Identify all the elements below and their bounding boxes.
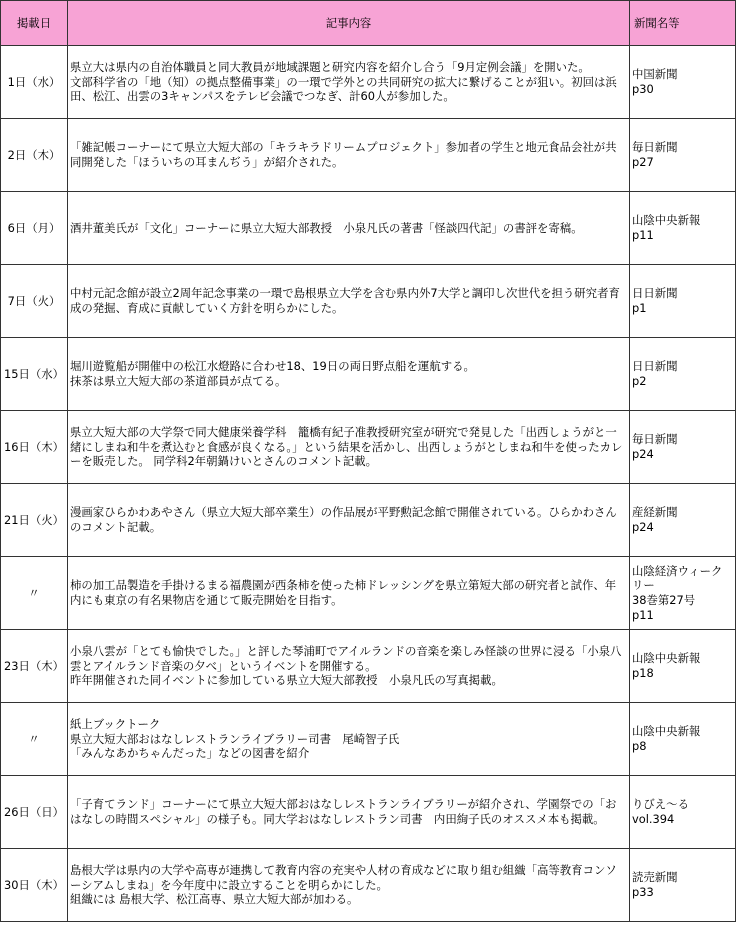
paper-column-header: 新聞名等 — [630, 1, 736, 46]
content-cell: 紙上ブックトーク 県立大短大部おはなしレストランライブラリー司書 尾崎智子氏 「みんなあかちゃんだった」などの図書を紹介 — [68, 703, 630, 776]
date-cell: 〃 — [1, 703, 68, 776]
date-column-header: 掲載日 — [1, 1, 68, 46]
paper-cell: 日日新聞 p1 — [630, 265, 736, 338]
date-cell: 21日（火） — [1, 484, 68, 557]
table-row — [1, 119, 736, 192]
content-cell: 小泉八雲が「とても愉快でした。」と評した琴浦町でアイルランドの音楽を楽しみ怪談の世界に浸る「小泉八雲とアイルランド音楽の夕べ」というイベントを開催する。 昨年開催された同イベントに参加している県立大短大部教授 小泉凡氏の写真掲載。 — [68, 630, 630, 703]
paper-cell: 日日新聞 p2 — [630, 338, 736, 411]
table-row — [1, 557, 736, 630]
table-row — [1, 703, 736, 776]
content-cell: 柿の加工品製造を手掛けるまる福農園が西条柿を使った柿ドレッシングを県立第短大部の研究者と試作、年内にも東京の有名果物店を通じて販売開始を目指す。 — [68, 557, 630, 630]
table-row — [1, 265, 736, 338]
content-cell: 酒井董美氏が「文化」コーナーに県立大短大部教授 小泉凡氏の著書「怪談四代記」の書評を寄稿。 — [68, 192, 630, 265]
date-cell: 6日（月） — [1, 192, 68, 265]
paper-cell: 山陰経済ウィークリー 38巻第27号 p11 — [630, 557, 736, 630]
content-cell: 県立大は県内の自治体職員と同大教員が地域課題と研究内容を紹介し合う「9月定例会議」を開いた。 文部科学省の「地（知）の拠点整備事業」の一環で学外との共同研究の拡大に繋げることが狙い。初回は浜田、松江、出雲の3キャンパスをテレビ会議でつなぎ、計60人が参加した。 — [68, 46, 630, 119]
paper-cell: 読売新聞 p33 — [630, 849, 736, 922]
content-cell: 「雑記帳コーナーにて県立大短大部の「キラキラドリームプロジェクト」参加者の学生と地元食品会社が共同開発した「ほういちの耳まんぢう」が紹介された。 — [68, 119, 630, 192]
content-cell: 堀川遊覧船が開催中の松江水燈路に合わせ18、19日の両日野点船を運航する。 抹茶は県立大短大部の茶道部員が点てる。 — [68, 338, 630, 411]
table-row — [1, 776, 736, 849]
table-row — [1, 484, 736, 557]
date-cell: 16日（木） — [1, 411, 68, 484]
paper-cell: 山陰中央新報 p18 — [630, 630, 736, 703]
table-row — [1, 630, 736, 703]
content-column-header: 記事内容 — [68, 1, 630, 46]
content-cell: 県立大短大部の大学祭で同大健康栄養学科 籠橋有紀子准教授研究室が研究で発見した「出西しょうがと一緒にしまね和牛を煮込むと食感が良くなる。」という結果を活かし、出西しょうがとしまね和牛を使ったカレーを販売した。 同学科2年朝鍋けいとさんのコメント記載。 — [68, 411, 630, 484]
paper-cell: 山陰中央新報 p8 — [630, 703, 736, 776]
date-cell: 7日（火） — [1, 265, 68, 338]
table-row — [1, 338, 736, 411]
table-row — [1, 849, 736, 922]
content-cell: 島根大学は県内の大学や高専が連携して教育内容の充実や人材の育成などに取り組む組織「高等教育コンソーシアムしまね」を今年度中に設立することを明らかにした。 組織には 島根大学、松江高専、県立大短大部が加わる。 — [68, 849, 630, 922]
date-cell: 23日（木） — [1, 630, 68, 703]
date-cell: 1日（水） — [1, 46, 68, 119]
date-cell: 〃 — [1, 557, 68, 630]
paper-cell: 山陰中央新報 p11 — [630, 192, 736, 265]
date-cell: 26日（日） — [1, 776, 68, 849]
table-row — [1, 192, 736, 265]
content-cell: 漫画家ひらかわあやさん（県立大短大部卒業生）の作品展が平野勲記念館で開催されている。ひらかわさんのコメント記載。 — [68, 484, 630, 557]
table-row — [1, 46, 736, 119]
header-row — [1, 1, 736, 46]
paper-cell: 中国新聞 p30 — [630, 46, 736, 119]
date-cell: 15日（水） — [1, 338, 68, 411]
table-row — [1, 411, 736, 484]
date-cell: 30日（木） — [1, 849, 68, 922]
date-cell: 2日（木） — [1, 119, 68, 192]
content-cell: 「子育てランド」コーナーにて県立大短大部おはなしレストランライブラリーが紹介され、学園祭での「おはなしの時間スペシャル」の様子も。同大学おはなしレストラン司書 内田絢子氏のオススメ本も掲載。 — [68, 776, 630, 849]
content-cell: 中村元記念館が設立2周年記念事業の一環で島根県立大学を含む県内外7大学と調印し次世代を担う研究者育成の発掘、育成に貢献していく方針を明らかにした。 — [68, 265, 630, 338]
paper-cell: 産経新聞 p24 — [630, 484, 736, 557]
paper-cell: りびえ～る vol.394 — [630, 776, 736, 849]
paper-cell: 毎日新聞 p24 — [630, 411, 736, 484]
paper-cell: 毎日新聞 p27 — [630, 119, 736, 192]
